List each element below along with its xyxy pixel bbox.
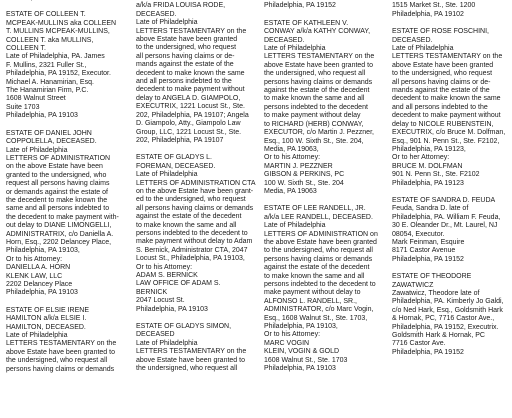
notice-line: to make known the same and all — [264, 95, 365, 103]
notice-line: or demands against the estate of — [6, 188, 108, 196]
notice-line: ADAM S. BERNICK — [136, 272, 198, 279]
notice-line: DECEASED. — [264, 36, 305, 44]
notice-line: a/k/a LEE RANDELL, DECEASED. — [264, 213, 373, 221]
notice-line: persons indebted to the decedent — [264, 103, 368, 111]
notice-line: Michael A. Hanamirian, Esq. — [6, 78, 94, 86]
notice-line: 202, Philadelphia, PA 19107; Angela — [136, 111, 249, 119]
notice-line: Esq., 901 N. Penn St., Ste. F2102, — [392, 137, 500, 145]
notice-line: 1515 Market St., Ste. 1200 — [392, 2, 476, 10]
notice-column-2 — [136, 0, 254, 382]
notice-line: & Hornak, PC, 7716 Castor Ave., — [392, 315, 495, 323]
notice-line: to RICHARD (HERB) CONWAY, — [264, 120, 364, 128]
notice-line: above Estate have been granted to — [264, 61, 373, 69]
notice-line: Or to his Attorney: — [264, 154, 321, 162]
notice-line: Philadelphia, PA 19152 — [392, 348, 464, 356]
notice-line: Goldsmith Hark & Hornak, PC — [392, 332, 485, 340]
notice-line: decedent to make known the same — [136, 69, 245, 77]
notice-line: ESTATE OF GLADYS L. — [136, 154, 212, 162]
notice-line: Philadelphia, PA 19102 — [392, 10, 464, 18]
notice-line: CONWAY a/k/a KATHY CONWAY, — [264, 28, 371, 36]
notice-line: 202, Philadelphia, PA 19107 — [136, 136, 224, 144]
notice-line: ESTATE OF LEE RANDELL, JR. — [264, 205, 366, 213]
notice-line: LETTERS TESTAMENTARY on the — [264, 53, 375, 61]
estate-notice — [6, 130, 124, 298]
notice-line: 1608 Walnut St., Ste. 1703 — [264, 356, 348, 364]
notice-column-3 — [264, 0, 382, 382]
notice-line: to make payment without delay — [264, 112, 361, 120]
estate-notice — [6, 0, 124, 2]
estate-notice — [264, 205, 382, 373]
notice-line: Philadelphia, PA 19152 — [264, 2, 336, 10]
notice-line: Locust St., Philadelphia, PA 19103, — [136, 255, 245, 263]
notice-line: Philadelphia, PA 19103 — [6, 289, 78, 297]
estate-notice — [136, 0, 254, 145]
notice-line: ZAWATWICZ — [392, 281, 434, 289]
notice-line: 2202 Delancey Place — [6, 281, 73, 288]
notice-line: persons having claims or demands — [6, 365, 115, 373]
notice-line: Philadelphia, PA 19103, — [6, 247, 80, 255]
notice-line: ALFONSO L. RANDELL, SR., — [264, 297, 357, 305]
notice-line: ESTATE OF ELSIE IRENE — [6, 306, 89, 314]
notice-line: MCPEAK-MULLINS aka COLLEEN — [6, 19, 117, 27]
notice-line: decedent to make payment without — [136, 86, 245, 94]
notice-line: delay to NICOLE RUBENSTEIN, — [392, 120, 494, 128]
notice-column-4 — [392, 0, 510, 366]
notice-line: 1608 Walnut Street — [6, 95, 66, 103]
notice-line: Or to his Attorney: — [264, 331, 321, 339]
notice-line: above Estate have been granted to — [6, 348, 115, 356]
notice-line: Late of Philadelphia — [136, 171, 198, 179]
notice-line: to the undersigned, who request — [136, 44, 237, 52]
notice-line: 08054, Executor. — [392, 230, 445, 238]
notice-line: Late of Philadelphia, PA. James — [6, 53, 105, 61]
notice-line: against the estate of the decedent — [264, 87, 370, 95]
notice-line: 100 W. Sixth St., Ste. 204 — [264, 179, 344, 187]
notice-line: to the undersigned, who request all — [264, 247, 373, 255]
notice-line — [6, 0, 124, 2]
notice-line: Philadelphia, PA 19152, Executrix. — [392, 323, 499, 331]
estate-notice — [6, 307, 124, 374]
notice-line: against the estate of the decedent — [264, 264, 370, 272]
notice-line: KLEIN, VOGIN & GOLD — [264, 348, 340, 356]
notice-line: 30 E. Oleander Dr., Mt. Laurel, NJ — [392, 222, 498, 230]
estate-notice — [264, 0, 382, 11]
notice-line: Or to his Attorney: — [6, 255, 63, 263]
notice-line: Philadelphia, PA 19103 — [264, 365, 336, 373]
notice-line: a/k/a FRIDA LOUISA RODE, — [136, 2, 226, 10]
notice-line: above Estate have been granted — [392, 61, 494, 69]
estate-notice — [264, 20, 382, 197]
notice-line: request all persons having claims — [6, 180, 110, 188]
notice-line: and all persons indebted to the — [136, 78, 232, 86]
notice-line: Suite 1703 — [6, 103, 40, 111]
notice-line: EXECUTRIX, 1221 Locust St., Ste. — [136, 103, 245, 111]
notice-line: Or to her Attorney: — [392, 154, 450, 162]
notice-line: Philadelphia, PA 19152 — [392, 255, 464, 263]
notice-line: mands against the estate of the — [136, 61, 234, 69]
notice-line: 7716 Castor Ave. — [392, 340, 446, 348]
notice-line: against the estate of the decedent — [136, 213, 242, 221]
notice-line: Mark Feinman, Esquire — [392, 238, 465, 246]
notice-line: Esq., 1608 Walnut St., Ste. 1703, — [264, 314, 368, 322]
notice-line: Feuda, Sandra D. late of — [392, 205, 469, 213]
notice-line: Philadelphia, PA. William F. Feuda, — [392, 213, 501, 221]
notice-line: out delay to DIANE LIMONGELLI, — [6, 222, 112, 230]
notice-line: ADMINISTRATRIX, c/o Daniella A. — [6, 230, 114, 238]
notice-line: all persons having claims or de- — [392, 78, 491, 86]
notice-line: same and all persons indebted to — [6, 205, 110, 213]
notice-line: decedent to make payment without — [392, 112, 501, 120]
notice-line: HAMILTON a/k/a ELSIE I. — [6, 315, 87, 323]
notice-line: Philadelphia, PA 19103 — [136, 305, 208, 313]
notice-line: mands against the estate of the — [392, 87, 490, 95]
notice-line: the undersigned, who request all — [264, 70, 366, 78]
notice-line: all persons having claims or demands — [136, 204, 254, 212]
notice-line: Late of Philadelphia — [6, 332, 68, 340]
notice-line: LETTERS OF ADMINISTRATION — [6, 154, 111, 162]
notice-line: ed to the undersigned, who request — [136, 196, 246, 204]
notice-line: the decedent to make payment with- — [6, 213, 119, 221]
estate-notice — [136, 323, 254, 373]
notice-line: The Hanamirian Firm, P.C. — [6, 87, 89, 95]
notice-line: DECEASED. — [392, 36, 433, 44]
notice-line: the above Estate have been granted — [264, 238, 377, 246]
notice-line: c/o Ned Hark, Esq., Goldsmith Hark — [392, 306, 503, 314]
estate-notice — [392, 197, 510, 264]
notice-line: FOREMAN, DECEASED. — [136, 162, 216, 170]
notice-line: 2047 Locust St. — [136, 297, 185, 305]
notice-line: Late of Philadelphia — [136, 19, 198, 27]
notice-line: Late of Philadelphia — [6, 146, 68, 154]
notice-line: Horn, Esq., 2202 Delancey Place, — [6, 238, 112, 246]
notice-line: Late of Philadelphia — [264, 222, 326, 230]
estate-notice — [6, 11, 124, 120]
notice-line: BERNICK — [136, 288, 168, 296]
notice-line: DECEASED — [136, 331, 175, 339]
notice-line: LETTERS TESTAMENTARY on the — [136, 27, 247, 35]
notice-line: all persons having claims or de- — [136, 52, 235, 60]
notice-line: Philadelphia, PA. Kimberly Jo Galdi, — [392, 298, 504, 306]
notice-line: the decedent to make known the — [6, 196, 108, 204]
notice-line: Late of Philadelphia — [392, 45, 454, 53]
notice-line: decedent to make known the same — [392, 95, 501, 103]
notice-line: persons indebted to the decedent to — [264, 281, 376, 288]
notice-line: 901 N. Penn St., Ste. F2102 — [392, 171, 480, 179]
notice-line: persons indebted to the decedent to — [136, 229, 248, 237]
notice-line: ESTATE OF SANDRA D. FEUDA — [392, 196, 496, 204]
notice-line: LETTERS OF ADMINISTRATION CTA — [136, 179, 256, 187]
notice-line: the undersigned, who request all — [6, 357, 108, 365]
notice-line: DANIELLA A. HORN — [6, 264, 71, 272]
notice-line: delay to ANGELA D. GIAMPOLO, — [136, 94, 241, 102]
notice-line: to make known the same and all — [136, 221, 237, 229]
notice-line: on the above Estate have been — [6, 163, 103, 171]
notice-line: ESTATE OF DANIEL JOHN — [6, 129, 92, 137]
notice-line: above Estate have been granted to — [136, 356, 245, 364]
notice-line: Zawatwicz, Theodore late of — [392, 290, 480, 297]
notice-line: LETTERS TESTAMENTARY on the — [392, 53, 503, 61]
notice-line: Media, PA 19063, — [264, 145, 319, 153]
notice-line: ESTATE OF THEODORE — [392, 273, 472, 281]
notice-line: DECEASED. — [136, 10, 177, 18]
estate-notice — [136, 154, 254, 314]
notice-line: Philadelphia, PA 19103 — [6, 112, 78, 120]
notice-line: EXECUTRIX, c/o Bruce M. Dolfman, — [392, 129, 506, 137]
notice-line: the undersigned, who request all — [136, 365, 238, 373]
notice-line: Esq., 100 W. Sixth St., Ste. 204, — [264, 137, 364, 145]
notice-line: and all persons indebted to the — [392, 103, 488, 111]
notice-line: COPPOLELLA, DECEASED. — [6, 138, 97, 146]
notice-line: S. Bernick, Administrator CTA, 2047 — [136, 246, 248, 254]
notice-line: persons having claims or demands — [264, 255, 373, 263]
notice-line: BRUCE M. DOLFMAN — [392, 162, 463, 170]
notice-line: Late of Philadelphia — [136, 339, 198, 347]
notice-line: Or to his Attorney: — [136, 263, 193, 271]
notice-line: KLENK LAW, LLC — [6, 272, 63, 280]
notice-line: MARTIN J. PEZZNER — [264, 162, 333, 170]
notice-line: Philadelphia, PA 19123 — [392, 179, 464, 187]
notice-line: Group, LLC, 1221 Locust St., Ste. — [136, 128, 242, 136]
notice-line: LETTERS OF ADMINISTRATION on — [264, 230, 378, 238]
notice-line: make payment without delay to — [264, 289, 361, 297]
notice-line: LETTERS TESTAMENTARY on the — [136, 348, 247, 356]
notice-line: ESTATE OF KATHLEEN V. — [264, 19, 349, 27]
notice-line: above Estate have been granted — [136, 36, 238, 44]
notice-line: GIBSON & PERKINS, PC — [264, 171, 345, 179]
notice-line: to the undersigned, who request — [392, 70, 493, 78]
notice-line: T. MULLINS MCPEAK-MULLINS, — [6, 28, 110, 36]
notice-line: ESTATE OF ROSE FOSCHINI, — [392, 28, 489, 36]
notice-line: LETTERS TESTAMENTARY on the — [6, 340, 117, 348]
notice-line: persons having claims or demands — [264, 78, 373, 86]
notice-line: LAW OFFICE OF ADAM S. — [136, 280, 221, 288]
notice-line: granted to the undersigned, who — [6, 171, 107, 179]
notice-line: make payment without delay to Adam — [136, 238, 253, 246]
notice-column-1 — [6, 0, 124, 383]
notice-line: to make known the same and all — [264, 272, 365, 280]
notice-line: Philadelphia, PA 19152, Executor. — [6, 70, 111, 78]
notice-line: F. Mullins, 2321 Fuller St., — [6, 61, 87, 69]
notice-line: EXECUTOR, c/o Martin J. Pezzner, — [264, 129, 374, 137]
notice-line: on the above Estate have been grant- — [136, 187, 254, 195]
notice-line: D. Giampolo, Atty., Giampolo Law — [136, 120, 241, 128]
notice-line: COLLEEN T. aka MULLINS, — [6, 36, 94, 44]
notice-line: Philadelphia, PA 19123, — [392, 145, 466, 153]
notice-line: ADMINISTRATOR, c/o Marc Vogin, — [264, 306, 374, 314]
notice-line: ESTATE OF GLADYS SIMON, — [136, 323, 232, 331]
notice-line: MARC VOGIN — [264, 339, 310, 347]
estate-notice — [392, 0, 510, 19]
estate-notice — [392, 28, 510, 188]
estate-notice — [392, 273, 510, 357]
notice-line: Philadelphia, PA 19103, — [264, 323, 338, 331]
notice-line: ESTATE OF COLLEEN T. — [6, 11, 86, 19]
notice-line: 8171 Castor Avenue — [392, 247, 456, 255]
notice-line: HAMILTON, DECEASED. — [6, 323, 86, 331]
notice-line: Late of Philadelphia — [264, 45, 326, 53]
notice-line: COLLEEN T. — [6, 45, 46, 53]
notice-line: Media, PA 19063 — [264, 187, 317, 195]
